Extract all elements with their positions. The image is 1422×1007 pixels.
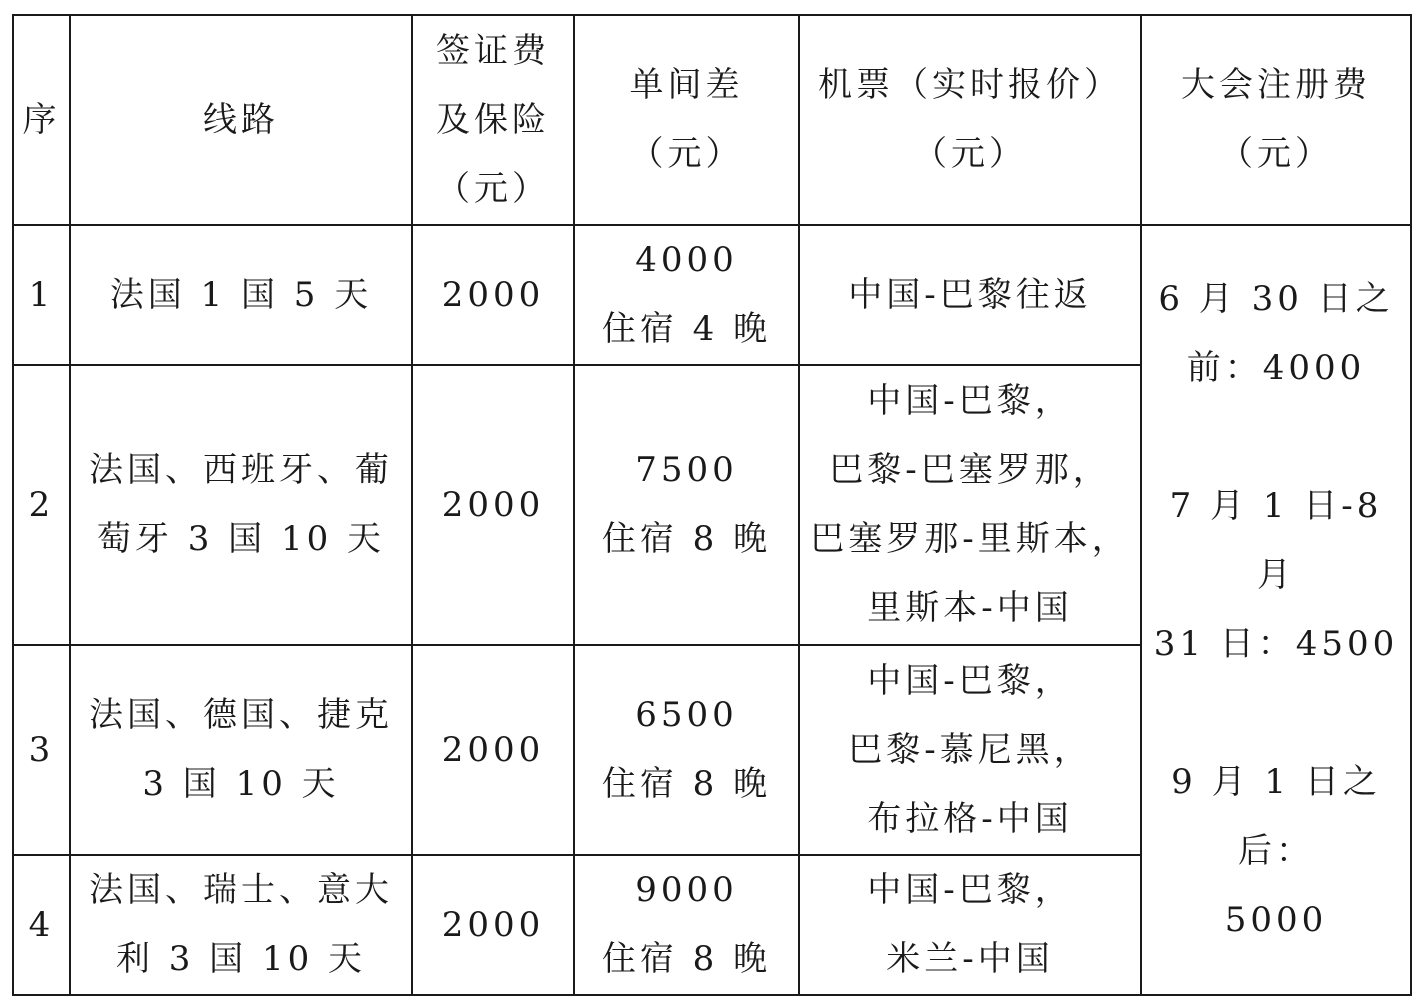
row-route: 法国、德国、捷克 3 国 10 天 [70, 645, 412, 855]
header-route: 线路 [70, 15, 412, 225]
header-visa: 签证费 及保险 （元） [412, 15, 574, 225]
row-flight: 中国-巴黎， 米兰-中国 [799, 855, 1141, 995]
header-registration: 大会注册费 （元） [1141, 15, 1411, 225]
registration-tier-1: 6 月 30 日之 前：4000 [1158, 279, 1394, 388]
row-route: 法国 1 国 5 天 [70, 225, 412, 365]
header-row [13, 15, 1411, 225]
row-visa: 2000 [412, 645, 574, 855]
row-route: 法国、西班牙、葡 萄牙 3 国 10 天 [70, 365, 412, 645]
row-visa: 2000 [412, 365, 574, 645]
row-flight: 中国-巴黎， 巴黎-巴塞罗那， 巴塞罗那-里斯本， 里斯本-中国 [799, 365, 1141, 645]
row-seq: 3 [13, 645, 70, 855]
row-single-room: 6500 住宿 8 晚 [574, 645, 799, 855]
registration-tier-2: 7 月 1 日-8 月 31 日：4500 [1153, 486, 1399, 664]
header-seq: 序 [13, 15, 70, 225]
row-seq: 1 [13, 225, 70, 365]
row-visa: 2000 [412, 855, 574, 995]
row-flight: 中国-巴黎， 巴黎-慕尼黑， 布拉格-中国 [799, 645, 1141, 855]
row-single-room: 7500 住宿 8 晚 [574, 365, 799, 645]
header-flight: 机票（实时报价） （元） [799, 15, 1141, 225]
row-single-room: 4000 住宿 4 晚 [574, 225, 799, 365]
row-single-room: 9000 住宿 8 晚 [574, 855, 799, 995]
registration-tier-3: 9 月 1 日之后： 5000 [1171, 762, 1381, 940]
row-flight: 中国-巴黎往返 [799, 225, 1141, 365]
price-table [12, 14, 1412, 996]
table-row [13, 225, 1411, 365]
registration-fee-cell [1141, 225, 1411, 995]
row-seq: 2 [13, 365, 70, 645]
row-route: 法国、瑞士、意大 利 3 国 10 天 [70, 855, 412, 995]
row-visa: 2000 [412, 225, 574, 365]
header-single-room: 单间差 （元） [574, 15, 799, 225]
row-seq: 4 [13, 855, 70, 995]
